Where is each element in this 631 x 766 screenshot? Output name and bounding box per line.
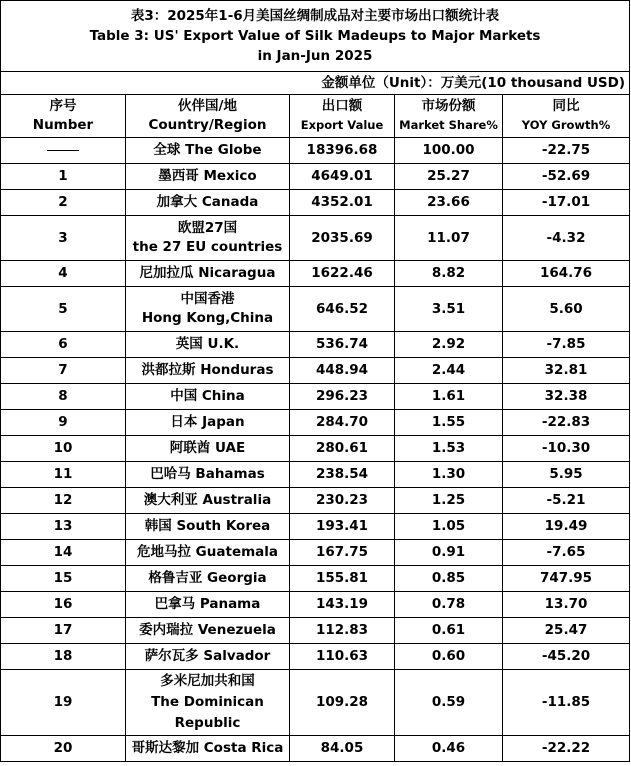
cell-yoy: -11.85 [503,670,630,736]
cell-country [126,216,290,261]
cell-number: 20 [1,736,126,762]
cell-number: 19 [1,670,126,736]
cell-yoy: 5.95 [503,462,630,488]
cell-number: 1 [1,164,126,190]
country-line: 韩国 South Korea [144,518,271,534]
cell-yoy: 5.60 [503,287,630,332]
table-row [1,644,630,670]
cell-export: 536.74 [290,332,395,358]
dash-mark [47,150,79,151]
country-line: 尼加拉瓜 Nicaragua [139,265,276,281]
cell-country [126,164,290,190]
table-row [1,592,630,618]
cell-country [126,190,290,216]
cell-share: 2.92 [395,332,503,358]
table-row [1,164,630,190]
cell-share: 0.46 [395,736,503,762]
cell-country [126,618,290,644]
title-zh: 表3：2025年1-6月美国丝绸制成品对主要市场出口额统计表 [130,8,500,24]
table-row [1,216,630,261]
table-row [1,618,630,644]
header-country [126,95,290,138]
cell-export: 4649.01 [290,164,395,190]
table-row [1,736,630,762]
country-line: 委内瑞拉 Venezuela [139,622,276,638]
table-row [1,514,630,540]
cell-country [126,332,290,358]
header-export-en: Export Value [300,118,384,132]
cell-yoy: 32.81 [503,358,630,384]
unit-label: 金额单位（Unit）：万美元(10 thousand USD) [1,72,630,95]
cell-country [126,670,290,736]
header-yoy [503,95,630,138]
country-line: 日本 Japan [170,414,245,430]
header-country-en: Country/Region [148,117,267,133]
cell-yoy: 19.49 [503,514,630,540]
cell-country [126,644,290,670]
header-yoy-zh: 同比 [552,98,580,114]
cell-export: 230.23 [290,488,395,514]
cell-number: 5 [1,287,126,332]
cell-number: 3 [1,216,126,261]
cell-country [126,410,290,436]
cell-country [126,566,290,592]
header-yoy-en: YOY Growth% [521,118,611,132]
cell-export: 193.41 [290,514,395,540]
table-row [1,488,630,514]
country-line: Republic [174,715,241,731]
cell-yoy: -22.83 [503,410,630,436]
cell-share: 0.91 [395,540,503,566]
table-row [1,190,630,216]
cell-export: 18396.68 [290,138,395,164]
cell-yoy: -45.20 [503,644,630,670]
cell-export: 296.23 [290,384,395,410]
cell-yoy: -22.75 [503,138,630,164]
header-export-zh: 出口额 [321,98,363,114]
table-row [1,261,630,287]
cell-yoy: -7.65 [503,540,630,566]
header-export [290,95,395,138]
table-title [1,1,630,72]
cell-share: 0.61 [395,618,503,644]
header-number-zh: 序号 [49,98,77,114]
country-line: The Dominican [151,694,264,710]
table-row [1,670,630,736]
cell-export: 155.81 [290,566,395,592]
cell-yoy: 164.76 [503,261,630,287]
table-row [1,566,630,592]
cell-number: 15 [1,566,126,592]
cell-country [126,540,290,566]
cell-country [126,287,290,332]
country-line: 加拿大 Canada [156,194,259,210]
table-row [1,540,630,566]
table-row [1,332,630,358]
country-line: 哥斯达黎加 Costa Rica [131,740,284,756]
table-row [1,138,630,164]
header-country-zh: 伙伴国/地 [178,98,237,114]
cell-share: 25.27 [395,164,503,190]
title-en-line1: Table 3: US' Export Value of Silk Madeups to Major Markets [89,28,541,44]
table-row [1,287,630,332]
cell-country [126,488,290,514]
cell-country [126,358,290,384]
cell-share: 1.30 [395,462,503,488]
cell-export: 112.83 [290,618,395,644]
cell-share: 0.85 [395,566,503,592]
cell-country [126,384,290,410]
cell-country [126,462,290,488]
cell-country [126,592,290,618]
cell-country [126,138,290,164]
country-line: 危地马拉 Guatemala [136,544,279,560]
cell-number: 6 [1,332,126,358]
country-line: 阿联酋 UAE [169,440,246,456]
cell-export: 2035.69 [290,216,395,261]
cell-yoy: -7.85 [503,332,630,358]
cell-export: 109.28 [290,670,395,736]
country-line: 全球 The Globe [153,142,262,158]
country-line: Hong Kong,China [141,310,274,326]
cell-yoy: -10.30 [503,436,630,462]
table-row [1,384,630,410]
cell-share: 0.59 [395,670,503,736]
cell-share: 8.82 [395,261,503,287]
cell-share: 1.61 [395,384,503,410]
table-row [1,410,630,436]
table-row [1,462,630,488]
country-line: 墨西哥 Mexico [158,168,257,184]
cell-yoy: -17.01 [503,190,630,216]
cell-export: 238.54 [290,462,395,488]
cell-share: 1.05 [395,514,503,540]
header-share-en: Market Share% [399,118,498,132]
header-share [395,95,503,138]
cell-share: 100.00 [395,138,503,164]
cell-yoy: 32.38 [503,384,630,410]
cell-number: 16 [1,592,126,618]
cell-country [126,736,290,762]
cell-export: 448.94 [290,358,395,384]
country-line: 中国 China [170,388,245,404]
cell-number: 8 [1,384,126,410]
cell-number: 10 [1,436,126,462]
cell-share: 3.51 [395,287,503,332]
cell-country [126,514,290,540]
cell-number: 9 [1,410,126,436]
country-line: 多米尼加共和国 [160,673,255,689]
cell-export: 167.75 [290,540,395,566]
cell-number: 17 [1,618,126,644]
cell-number: 7 [1,358,126,384]
cell-share: 1.25 [395,488,503,514]
country-line: 英国 U.K. [175,336,240,352]
table-row [1,436,630,462]
country-line: 巴拿马 Panama [154,596,261,612]
cell-export: 143.19 [290,592,395,618]
cell-yoy: -4.32 [503,216,630,261]
title-en-line2: in Jan-Jun 2025 [257,48,373,64]
country-line: 欧盟27国 [177,220,238,236]
header-number-en: Number [32,117,94,133]
cell-number: 11 [1,462,126,488]
country-line: 澳大利亚 Australia [143,492,272,508]
country-line: 洪都拉斯 Honduras [141,362,274,378]
cell-export: 84.05 [290,736,395,762]
cell-yoy: 13.70 [503,592,630,618]
cell-number: 13 [1,514,126,540]
cell-yoy: 747.95 [503,566,630,592]
cell-share: 23.66 [395,190,503,216]
cell-number [1,138,126,164]
country-line: the 27 EU countries [132,239,283,255]
cell-share: 1.55 [395,410,503,436]
country-line: 格鲁吉亚 Georgia [148,570,267,586]
cell-yoy: -52.69 [503,164,630,190]
cell-number: 18 [1,644,126,670]
cell-export: 280.61 [290,436,395,462]
cell-country [126,261,290,287]
cell-number: 2 [1,190,126,216]
country-line: 巴哈马 Bahamas [150,466,265,482]
cell-export: 284.70 [290,410,395,436]
cell-export: 1622.46 [290,261,395,287]
country-line: 中国香港 [180,291,235,307]
country-line: 萨尔瓦多 Salvador [144,648,271,664]
cell-export: 110.63 [290,644,395,670]
cell-share: 1.53 [395,436,503,462]
cell-country [126,436,290,462]
cell-export: 646.52 [290,287,395,332]
header-row [1,95,630,138]
cell-yoy: -5.21 [503,488,630,514]
cell-share: 0.78 [395,592,503,618]
cell-share: 2.44 [395,358,503,384]
header-share-zh: 市场份额 [421,98,476,114]
table-row [1,358,630,384]
cell-number: 4 [1,261,126,287]
cell-number: 14 [1,540,126,566]
cell-yoy: -22.22 [503,736,630,762]
cell-share: 0.60 [395,644,503,670]
cell-yoy: 25.47 [503,618,630,644]
cell-export: 4352.01 [290,190,395,216]
cell-share: 11.07 [395,216,503,261]
header-number [1,95,126,138]
cell-number: 12 [1,488,126,514]
